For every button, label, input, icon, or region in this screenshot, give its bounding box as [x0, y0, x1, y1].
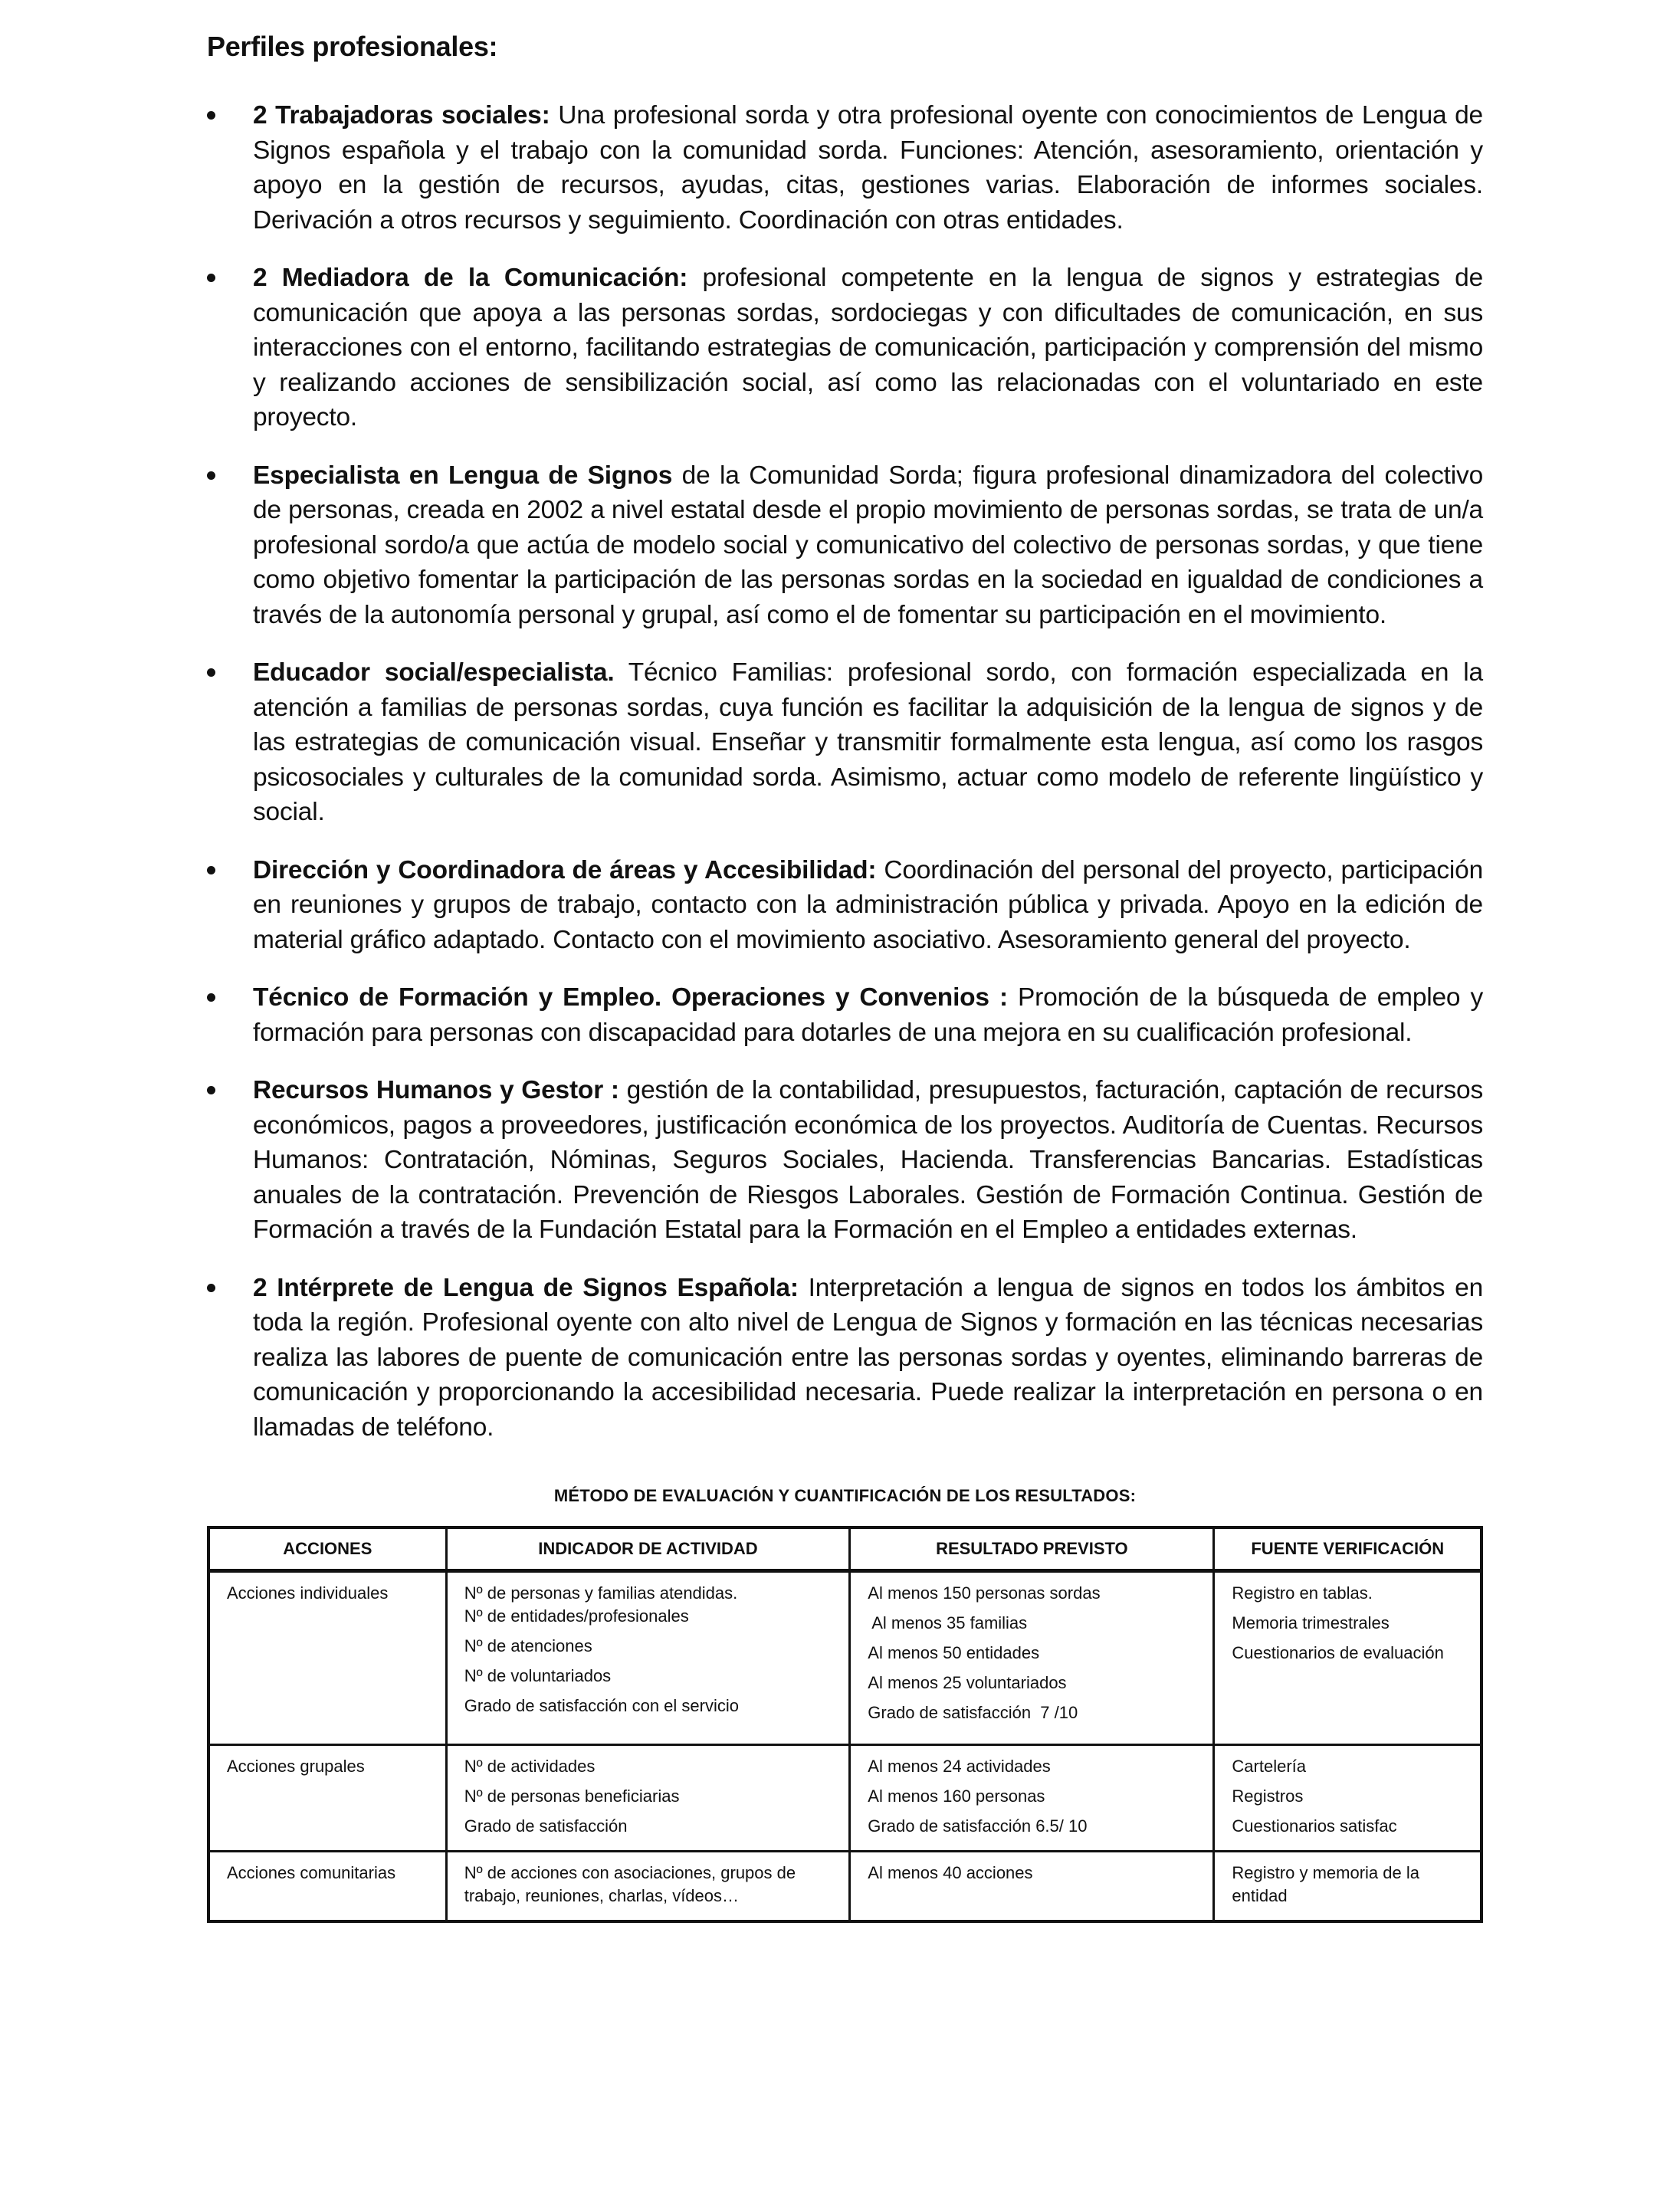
bullet-icon [207, 274, 215, 282]
bullet-icon [207, 993, 215, 1002]
profile-description: Coordinación del personal del proyecto, participación en reuniones y grupos de trabajo, contacto con la administración pública y privada. Apoyo en la edición de material gráfico adaptado. Contacto con el movimiento asociativo. Asesoramiento general del proyecto. [253, 855, 1483, 954]
profile-item [207, 98, 1483, 238]
cell-accion: Acciones individuales [208, 1571, 446, 1745]
profile-role: Recursos Humanos y Gestor : [253, 1076, 619, 1104]
cell-resultados: Al menos 40 acciones [850, 1852, 1214, 1922]
table-row [208, 1745, 1481, 1852]
profile-role: Técnico de Formación y Empleo. Operaciones y Convenios : [253, 983, 1008, 1012]
header-resultado: RESULTADO PREVISTO [850, 1527, 1214, 1571]
bullet-icon [207, 1086, 215, 1094]
header-acciones: ACCIONES [208, 1527, 446, 1571]
profile-item [207, 853, 1483, 958]
evaluation-table [207, 1526, 1483, 1923]
cell-indicadores: Nº de acciones con asociaciones, grupos de trabajo, reuniones, charlas, vídeos… [446, 1852, 850, 1922]
header-fuente: FUENTE VERIFICACIÓN [1214, 1527, 1481, 1571]
cell-accion: Acciones comunitarias [208, 1852, 446, 1922]
bullet-icon [207, 111, 215, 120]
profile-item [207, 1073, 1483, 1248]
profile-item [207, 980, 1483, 1050]
cell-fuentes: Registro en tablas. Memoria trimestrales Cuestionarios de evaluación [1214, 1571, 1481, 1745]
profile-role: 2 Mediadora de la Comunicación: [253, 264, 688, 292]
profile-description: de la Comunidad Sorda; figura profesional dinamizadora del colectivo de personas, creada en 2002 a nivel estatal desde el propio movimiento de personas sordas, se trata de un/a profesional sordo/a que actúa de modelo social y comunicativo del colectivo de personas sordas, y que tiene como objetivo fomentar la participación de las personas sordas en la sociedad en igualdad de condiciones a través de la autonomía personal y grupal, así como el de fomentar su participación en el movimiento. [253, 461, 1483, 629]
cell-fuentes: Registro y memoria de la entidad [1214, 1852, 1481, 1922]
cell-indicadores: Nº de personas y familias atendidas. Nº de entidades/profesionales Nº de atenciones Nº de voluntariados Grado de satisfacción con el servicio [446, 1571, 850, 1745]
profile-role: Educador social/especialista. [253, 658, 615, 687]
profile-description: Interpretación a lengua de signos en todos los ámbitos en toda la región. Profesional oyente con alto nivel de Lengua de Signos y formación en las técnicas necesarias realiza las labores de puente de comunicación entre las personas sordas y oyentes, eliminando barreras de comunicación y proporcionando la accesibilidad necesaria. Puede realizar la interpretación en persona o en llamadas de teléfono. [253, 1273, 1484, 1442]
profile-role: Dirección y Coordinadora de áreas y Accesibilidad: [253, 855, 877, 884]
profile-role: 2 Trabajadoras sociales: [253, 101, 550, 130]
bullet-icon [207, 471, 215, 480]
profile-description: Una profesional sorda y otra profesional oyente con conocimientos de Lengua de Signos española y el trabajo con la comunidad sorda. Funciones: Atención, asesoramiento, orientación y apoyo en la gestión de recursos, ayudas, citas, gestiones varias. Elaboración de informes sociales. Derivación a otros recursos y seguimiento. Coordinación con otras entidades. [253, 101, 1483, 235]
profiles-list [207, 98, 1483, 1445]
profile-description: Promoción de la búsqueda de empleo y formación para personas con discapacidad para dotarles de una mejora en su cualificación profesional. [253, 983, 1483, 1047]
bullet-icon [207, 866, 215, 874]
table-row [208, 1852, 1481, 1922]
table-title: MÉTODO DE EVALUACIÓN Y CUANTIFICACIÓN DE LOS RESULTADOS: [553, 1486, 1137, 1505]
section-title: Perfiles profesionales: [207, 31, 498, 62]
profile-description: gestión de la contabilidad, presupuestos, facturación, captación de recursos económicos, pagos a proveedores, justificación económica de los proyectos. Auditoría de Cuentas. Recursos Humanos: Contratación, Nóminas, Seguros Sociales, Hacienda. Transferencias Bancarias. Estadísticas anuales de la contratación. Prevención de Riesgos Laborales. Gestión de Formación Continua. Gestión de Formación a través de la Fundación Estatal para la Formación en el Empleo a entidades externas. [253, 1076, 1484, 1244]
header-indicador: INDICADOR DE ACTIVIDAD [446, 1527, 850, 1571]
profile-item [207, 1271, 1483, 1445]
cell-indicadores: Nº de actividades Nº de personas beneficiarias Grado de satisfacción [446, 1745, 850, 1852]
cell-resultados: Al menos 24 actividades Al menos 160 personas Grado de satisfacción 6.5/ 10 [850, 1745, 1214, 1852]
cell-fuentes: Cartelería Registros Cuestionarios satisfac [1214, 1745, 1481, 1852]
table-row [208, 1571, 1481, 1745]
bullet-icon [207, 1284, 215, 1292]
profile-role: Especialista en Lengua de Signos [253, 461, 673, 490]
cell-resultados: Al menos 150 personas sordas Al menos 35 familias Al menos 50 entidades Al menos 25 voluntariados Grado de satisfacción 7 /10 [850, 1571, 1214, 1745]
profile-item [207, 458, 1483, 633]
profile-item [207, 655, 1483, 830]
profile-role: 2 Intérprete de Lengua de Signos Española: [253, 1273, 799, 1302]
table-header-row [208, 1527, 1481, 1571]
profile-description: Técnico Familias: profesional sordo, con formación especializada en la atención a familias de personas sordas, cuya función es facilitar la adquisición de la lengua de signos y de las estrategias de comunicación visual. Enseñar y transmitir formalmente esta lengua, así como los rasgos psicosociales y culturales de la comunidad sorda. Asimismo, actuar como modelo de referente lingüístico y social. [253, 658, 1483, 826]
profile-description: profesional competente en la lengua de signos y estrategias de comunicación que apoya a las personas sordas, sordociegas y con dificultades de comunicación, en sus interacciones con el entorno, facilitando estrategias de comunicación, participación y comprensión del mismo y realizando acciones de sensibilización social, así como las relacionadas con el voluntariado en este proyecto. [253, 264, 1483, 431]
bullet-icon [207, 668, 215, 677]
document-page [207, 31, 1483, 1923]
profile-item [207, 261, 1483, 435]
cell-accion: Acciones grupales [208, 1745, 446, 1852]
